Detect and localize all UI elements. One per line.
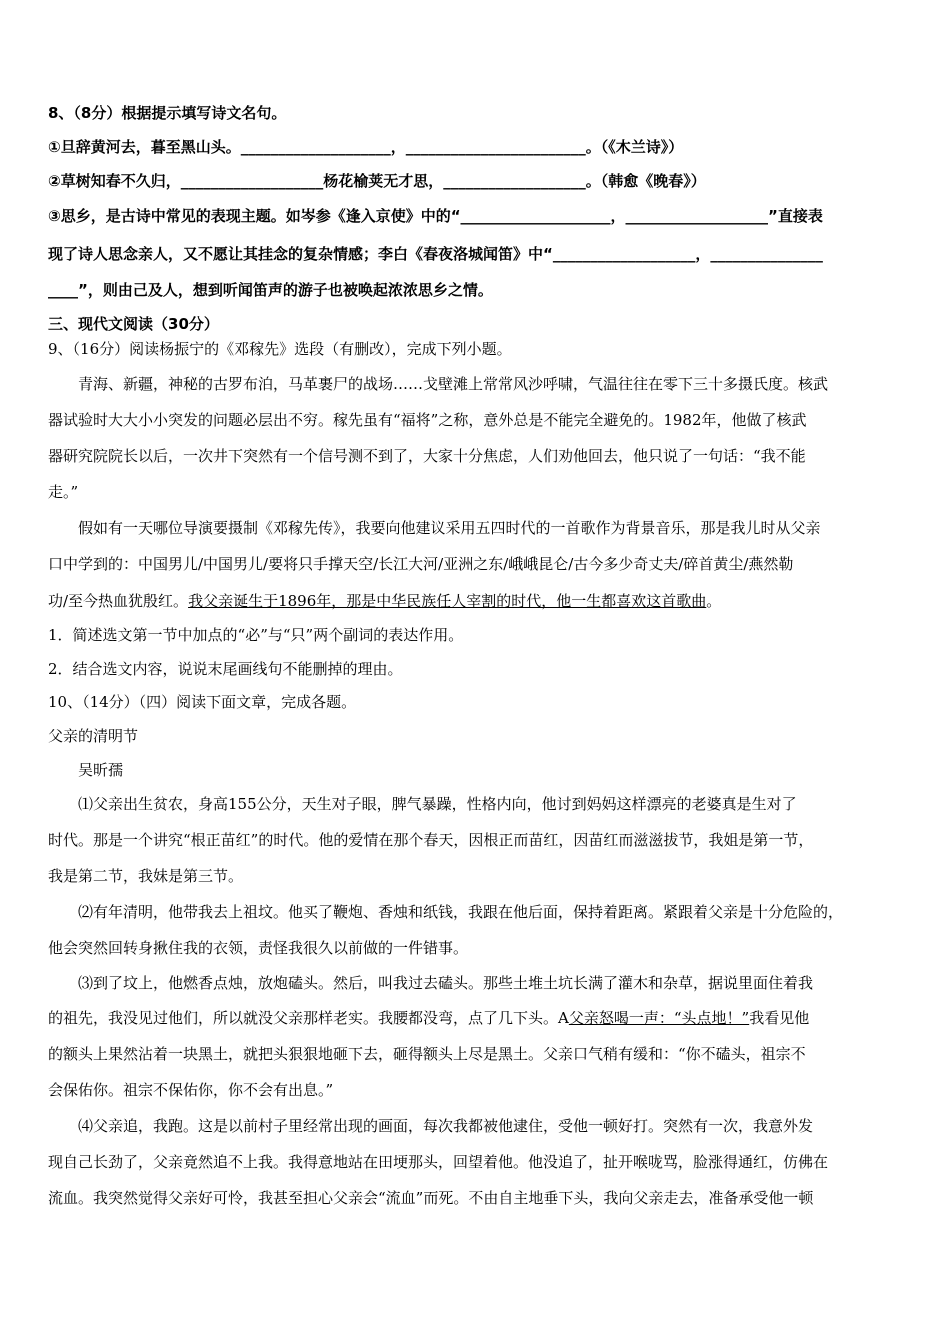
section-2-line-2: 他会突然回转身揪住我的衣领，责怪我很久以前做的一件错事。	[48, 939, 469, 957]
q8-line-4: 现了诗人思念亲人，又不愿让其挂念的复杂情感；李白《春夜洛城闻笛》中“___________________，_______________	[48, 245, 823, 263]
q9-paragraph-1-line-3: 器研究院院长以后，一次井下突然有一个信号测不到了，大家十分焦虑，人们劝他回去，他只说了一句话：“我不能	[48, 447, 806, 465]
section-4-line-3: 流血。我突然觉得父亲好可怜，我甚至担心父亲会“流血”而死。不由自主地垂下头，我向父亲走去，准备承受他一顿	[48, 1189, 814, 1207]
section-3-line-3: 的额头上果然沾着一块黑土，就把头狠狠地砸下去，砸得额头上尽是黑土。父亲口气稍有缓和：“你不磕头，祖宗不	[48, 1045, 806, 1063]
q9-subquestion-2: 2．结合选文内容，说说末尾画线句不能删掉的理由。	[48, 660, 403, 678]
section-1-line-1: ⑴父亲出生贫农，身高155公分，天生对子眼，脾气暴躁，性格内向，他讨到妈妈这样漂亮的老婆真是生对了	[78, 795, 797, 813]
section-3-line-1: ⑶到了坟上，他燃香点烛，放炮磕头。然后，叫我过去磕头。那些土堆土坑长满了灌木和杂草，据说里面住着我	[78, 974, 814, 992]
q9-paragraph-2-line-1: 假如有一天哪位导演要摄制《邓稼先传》，我要向他建议采用五四时代的一首歌作为背景音乐，那是我儿时从父亲	[78, 519, 821, 537]
underlined-quote-a: 父亲怒喝一声：“头点地！”	[568, 1009, 750, 1027]
q9-p2-end: 。	[706, 592, 722, 610]
q8-line-1: ①旦辞黄河去，暮至黑山头。____________________，________________________。（《木兰诗》）	[48, 138, 684, 156]
section-3-text: 的祖先，我没见过他们，所以就没父亲那样老实。我腰都没弯，点了几下头。A	[48, 1009, 569, 1027]
section-3-line-2	[48, 1008, 908, 1028]
section-3-text-end: 我看见他	[749, 1009, 810, 1027]
q8-line-5: ____”，则由己及人，想到听闻笛声的游子也被唤起浓浓思乡之情。	[48, 281, 493, 299]
section-3-line-4: 会保佑你。祖宗不保佑你，你不会有出息。”	[48, 1081, 334, 1099]
q8-heading: 8、（8分）根据提示填写诗文名句。	[48, 104, 287, 122]
section-2-line-1: ⑵有年清明，他带我去上祖坟。他买了鞭炮、香烛和纸钱，我跟在他后面，保持着距离。紧跟着父亲是十分危险的，	[78, 903, 844, 921]
q9-paragraph-2-line-2: 口中学到的：中国男儿/中国男儿/要将只手撑天空/长江大河/亚洲之东/峨峨昆仑/古今多少奇丈夫/碎首黄尘/燕然勒	[48, 555, 794, 573]
article-author: 吴昕孺	[78, 761, 124, 779]
q9-paragraph-1-line-2: 器试验时大大小小突发的问题必层出不穷。稼先虽有“福将”之称，意外总是不能完全避免的。1982年，他做了核武	[48, 411, 807, 429]
section-4-line-1: ⑷父亲追，我跑。这是以前村子里经常出现的画面，每次我都被他逮住，受他一顿好打。突然有一次，我意外发	[78, 1117, 814, 1135]
q9-paragraph-2-line-3	[48, 591, 908, 611]
q8-line-2: ②草树知春不久归，___________________杨花榆荚无才思，___________________。（韩愈《晚春》）	[48, 172, 706, 190]
section-4-line-2: 现自己长劲了，父亲竟然追不上我。我得意地站在田埂那头，回望着他。他没追了，扯开喉咙骂，脸涨得通红，仿佛在	[48, 1153, 829, 1171]
underlined-sentence: 我父亲诞生于1896年，那是中华民族任人宰割的时代，他一生都喜欢这首歌曲	[188, 592, 707, 610]
q10-intro: 10、（14分）（四）阅读下面文章，完成各题。	[48, 693, 357, 711]
article-title: 父亲的清明节	[48, 727, 139, 745]
q9-paragraph-1-line-1: 青海、新疆，神秘的古罗布泊，马革裹尸的战场……戈壁滩上常常风沙呼啸，气温往往在零下三十多摄氏度。核武	[78, 375, 829, 393]
q9-intro: 9、（16分）阅读杨振宁的《邓稼先》选段（有删改），完成下列小题。	[48, 340, 512, 358]
q9-p2-text: 功/至今热血犹殷红。	[48, 592, 189, 610]
q8-line-3: ③思乡，是古诗中常见的表现主题。如岑参《逢入京使》中的“____________________，___________________”直接表	[48, 207, 823, 225]
q9-subquestion-1: 1．简述选文第一节中加点的“必”与“只”两个副词的表达作用。	[48, 626, 464, 644]
section-1-line-3: 我是第二节，我妹是第三节。	[48, 867, 244, 885]
section-1-line-2: 时代。那是一个讲究“根正苗红”的时代。他的爱情在那个春天，因根正而苗红，因苗红而滋滋拔节，我姐是第一节，	[48, 831, 814, 849]
section-3-heading: 三、现代文阅读（30分）	[48, 315, 219, 333]
q9-paragraph-1-line-4: 走。”	[48, 483, 79, 501]
